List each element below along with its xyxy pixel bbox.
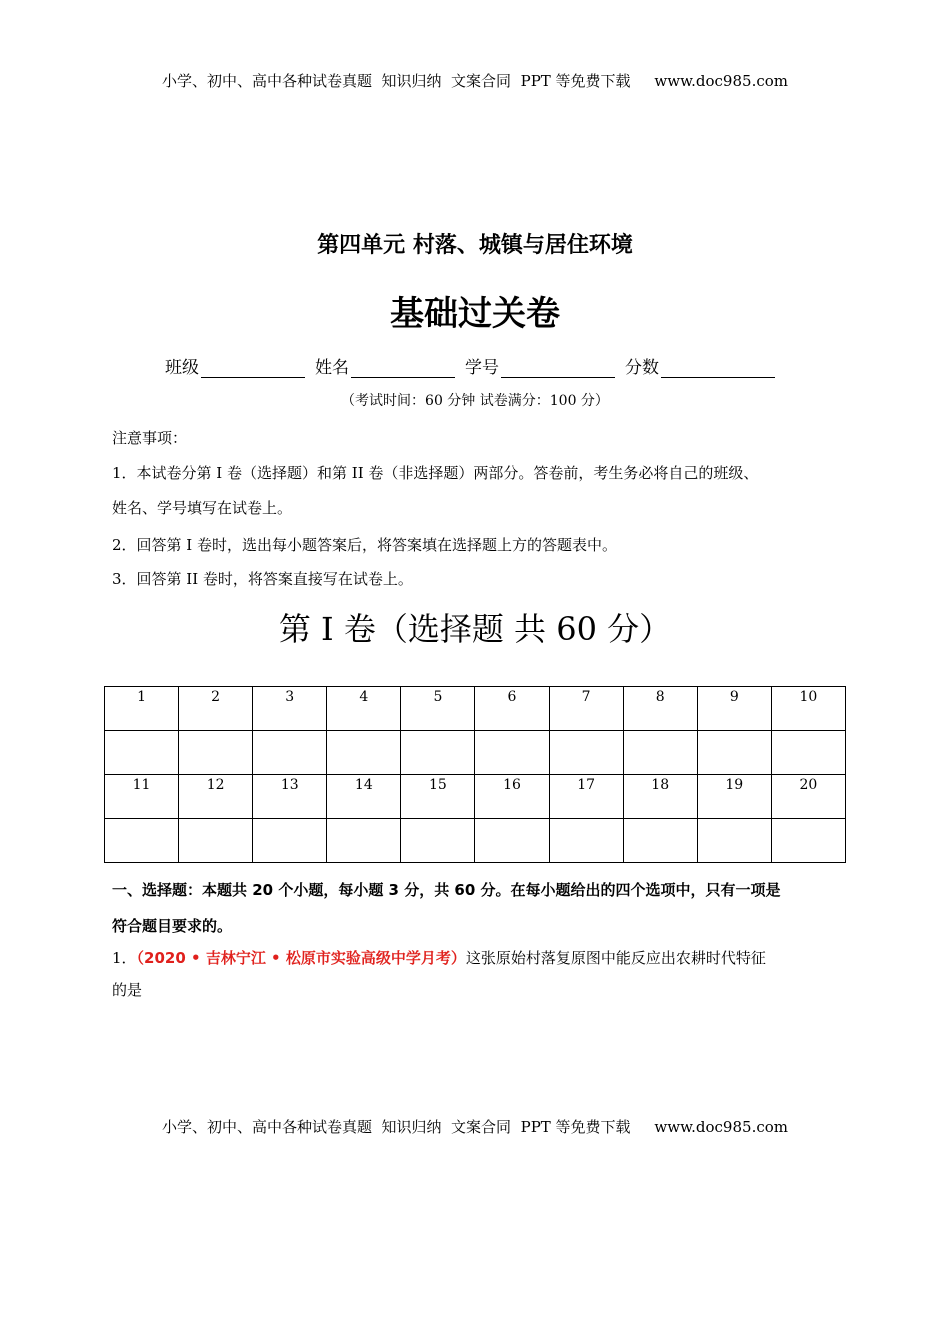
page-header: 小学、初中、高中各种试卷真题 知识归纳 文案合同 PPT 等免费下载 www.doc985.com: [161, 72, 788, 90]
class-field[interactable]: [165, 353, 305, 378]
answer-cell[interactable]: [105, 731, 179, 775]
question-number-cell: 15: [401, 775, 475, 819]
class-blank[interactable]: [201, 359, 305, 378]
question-number-cell: 3: [253, 687, 327, 731]
question-text-continued: 的是: [112, 981, 143, 999]
unit-title: 第四单元 村落、城镇与居住环境: [317, 233, 633, 258]
question-number-cell: 12: [179, 775, 253, 819]
question-number-cell: 13: [253, 775, 327, 819]
section-title: 第 I 卷（选择题 共 60 分）: [278, 610, 672, 648]
answer-cell[interactable]: [549, 819, 623, 863]
note-item: 姓名、学号填写在试卷上。: [112, 499, 293, 517]
question-number-cell: 10: [771, 687, 845, 731]
question-text: 这张原始村落复原图中能反应出农耕时代特征: [465, 949, 766, 967]
answer-cell[interactable]: [623, 731, 697, 775]
name-label: 姓名: [315, 358, 349, 378]
answer-cell[interactable]: [771, 731, 845, 775]
choice-section-instructions: [112, 872, 842, 944]
answer-cell[interactable]: [105, 819, 179, 863]
score-blank[interactable]: [661, 359, 775, 378]
name-blank[interactable]: [351, 359, 455, 378]
note-item: 3．回答第 II 卷时，将答案直接写在试卷上。: [112, 570, 413, 588]
answer-cell[interactable]: [549, 731, 623, 775]
question-number-cell: 14: [327, 775, 401, 819]
answer-number-row: [105, 687, 846, 731]
class-label: 班级: [165, 358, 199, 378]
answer-cell[interactable]: [771, 819, 845, 863]
question-number: 1．: [112, 949, 137, 967]
question-source: （2020 • 吉林宁江 • 松原市实验高级中学月考）: [136, 949, 466, 967]
answer-cell[interactable]: [179, 819, 253, 863]
name-field[interactable]: [315, 353, 455, 378]
question-number-cell: 11: [105, 775, 179, 819]
note-item: 2．回答第 I 卷时，选出每小题答案后，将答案填在选择题上方的答题表中。: [112, 536, 618, 554]
question-number-cell: 1: [105, 687, 179, 731]
question-number-cell: 6: [475, 687, 549, 731]
note-item: 1．本试卷分第 I 卷（选择题）和第 II 卷（非选择题）两部分。答卷前，考生务必将自己的班级、: [112, 464, 759, 482]
student-number-blank[interactable]: [501, 359, 615, 378]
page-footer: 小学、初中、高中各种试卷真题 知识归纳 文案合同 PPT 等免费下载 www.doc985.com: [161, 1118, 788, 1136]
answer-cell[interactable]: [401, 819, 475, 863]
score-label: 分数: [625, 358, 659, 378]
question-number-cell: 17: [549, 775, 623, 819]
instructions-line: 符合题目要求的。: [112, 917, 233, 935]
answer-cell[interactable]: [179, 731, 253, 775]
question-number-cell: 2: [179, 687, 253, 731]
exam-time-note: （考试时间：60 分钟 试卷满分：100 分）: [341, 393, 609, 409]
question-number-cell: 19: [697, 775, 771, 819]
question-1-line: [112, 942, 842, 974]
answer-cell[interactable]: [401, 731, 475, 775]
answer-blank-row: [105, 819, 846, 863]
notes-title: 注意事项：: [112, 429, 188, 447]
question-number-cell: 16: [475, 775, 549, 819]
answer-cell[interactable]: [475, 731, 549, 775]
answer-cell[interactable]: [475, 819, 549, 863]
student-number-field[interactable]: [465, 353, 615, 378]
question-number-cell: 9: [697, 687, 771, 731]
answer-number-row: [105, 775, 846, 819]
question-number-cell: 4: [327, 687, 401, 731]
answer-cell[interactable]: [327, 731, 401, 775]
answer-cell[interactable]: [697, 731, 771, 775]
answer-table: [104, 686, 846, 863]
student-number-label: 学号: [465, 358, 499, 378]
question-number-cell: 8: [623, 687, 697, 731]
question-number-cell: 5: [401, 687, 475, 731]
answer-cell[interactable]: [253, 819, 327, 863]
answer-cell[interactable]: [697, 819, 771, 863]
score-field[interactable]: [625, 353, 775, 378]
question-number-cell: 18: [623, 775, 697, 819]
question-number-cell: 20: [771, 775, 845, 819]
question-1: [112, 942, 842, 1006]
instructions-line: 一、选择题：本题共 20 个小题，每小题 3 分，共 60 分。在每小题给出的四个选项中，只有一项是: [112, 881, 781, 899]
answer-cell[interactable]: [253, 731, 327, 775]
paper-title: 基础过关卷: [390, 294, 560, 334]
answer-blank-row: [105, 731, 846, 775]
question-number-cell: 7: [549, 687, 623, 731]
answer-cell[interactable]: [623, 819, 697, 863]
student-info-row: [165, 353, 785, 378]
answer-cell[interactable]: [327, 819, 401, 863]
